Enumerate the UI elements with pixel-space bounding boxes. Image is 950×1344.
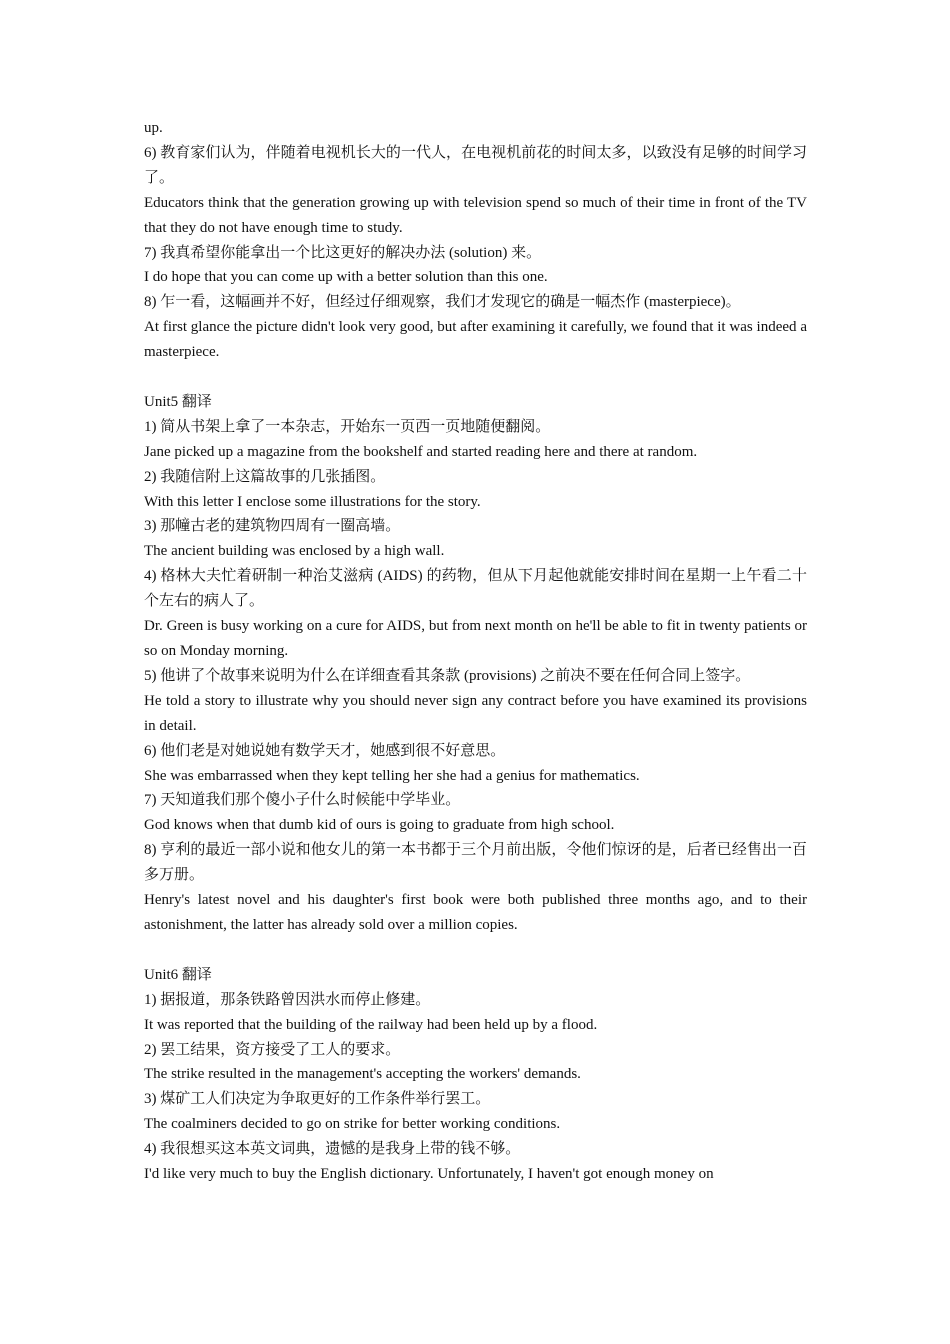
english-sentence: Educators think that the generation growing up with television spend so much of their time in front of the TV that they do not have enough time to study. [144,194,807,236]
translation-item [144,290,807,365]
translation-item [144,1137,807,1187]
translation-item [144,788,807,838]
chinese-sentence: 6) 他们老是对她说她有数学天才，她感到很不好意思。 [144,742,506,759]
english-sentence: He told a story to illustrate why you should never sign any contract before you have examined its provisions in detail. [144,692,807,734]
unit5-section [144,390,807,938]
translation-item [144,241,807,291]
translation-item [144,465,807,515]
chinese-sentence: 7) 天知道我们那个傻小子什么时候能中学毕业。 [144,792,461,809]
section-spacer [144,365,807,390]
chinese-sentence: 7) 我真希望你能拿出一个比这更好的解决办法 (solution) 来。 [144,244,542,261]
chinese-sentence: 3) 煤矿工人们决定为争取更好的工作条件举行罢工。 [144,1091,491,1108]
english-sentence: Dr. Green is busy working on a cure for AIDS, but from next month on he'll be able to fit in twenty patients or so on Monday morning. [144,618,807,660]
chinese-sentence: 8) 乍一看，这幅画并不好，但经过仔细观察，我们才发现它的确是一幅杰作 (masterpiece)。 [144,294,741,311]
translation-item [144,1087,807,1137]
chinese-sentence: 6) 教育家们认为，伴随着电视机长大的一代人，在电视机前花的时间太多，以致没有足够的时间学习了。 [144,144,807,186]
unit6-heading: Unit6 翻译 [144,966,212,983]
english-sentence: She was embarrassed when they kept telling her she had a genius for mathematics. [144,767,640,784]
english-sentence: At first glance the picture didn't look very good, but after examining it carefully, we found that it was indeed a masterpiece. [144,319,807,361]
chinese-sentence: 2) 罢工结果，资方接受了工人的要求。 [144,1041,401,1058]
translation-item [144,415,807,465]
english-sentence: The ancient building was enclosed by a high wall. [144,543,445,560]
intro-tail-text: up. [144,120,163,136]
chinese-sentence: 4) 格林大夫忙着研制一种治艾滋病 (AIDS) 的药物，但从下月起他就能安排时间在星期一上午看二十个左右的病人了。 [144,568,807,610]
english-sentence: I do hope that you can come up with a better solution than this one. [144,269,548,286]
translation-item [144,564,807,664]
chinese-sentence: 8) 亨利的最近一部小说和他女儿的第一本书都于三个月前出版，令他们惊讶的是，后者已经售出一百多万册。 [144,842,807,884]
intro-items [144,141,807,365]
chinese-sentence: 2) 我随信附上这篇故事的几张插图。 [144,468,386,485]
section-spacer [144,938,807,963]
translation-item [144,141,807,241]
translation-item [144,1038,807,1088]
english-sentence: The strike resulted in the management's accepting the workers' demands. [144,1066,581,1083]
translation-item [144,838,807,938]
translation-item [144,739,807,789]
chinese-sentence: 5) 他讲了个故事来说明为什么在详细查看其条款 (provisions) 之前决不要在任何合同上签字。 [144,667,751,684]
chinese-sentence: 1) 简从书架上拿了一本杂志，开始东一页西一页地随便翻阅。 [144,418,551,435]
english-sentence: Henry's latest novel and his daughter's first book were both published three months ago, and to their astonishment, the latter has already sold over a million copies. [144,892,807,933]
english-sentence: The coalminers decided to go on strike for better working conditions. [144,1116,561,1133]
english-sentence: I'd like very much to buy the English dictionary. Unfortunately, I haven't got enough money on [144,1166,714,1183]
chinese-sentence: 1) 据报道，那条铁路曾因洪水而停止修建。 [144,991,431,1008]
document-page [144,116,807,1187]
english-sentence: Jane picked up a magazine from the bookshelf and started reading here and there at random. [144,443,698,460]
english-sentence: It was reported that the building of the railway had been held up by a flood. [144,1016,598,1033]
english-sentence: With this letter I enclose some illustrations for the story. [144,493,481,510]
chinese-sentence: 4) 我很想买这本英文词典，遗憾的是我身上带的钱不够。 [144,1141,521,1158]
translation-item [144,988,807,1038]
english-sentence: God knows when that dumb kid of ours is going to graduate from high school. [144,817,615,834]
translation-item [144,514,807,564]
translation-item [144,664,807,739]
unit5-heading: Unit5 翻译 [144,393,212,410]
chinese-sentence: 3) 那幢古老的建筑物四周有一圈高墙。 [144,518,401,535]
unit6-section [144,963,807,1187]
